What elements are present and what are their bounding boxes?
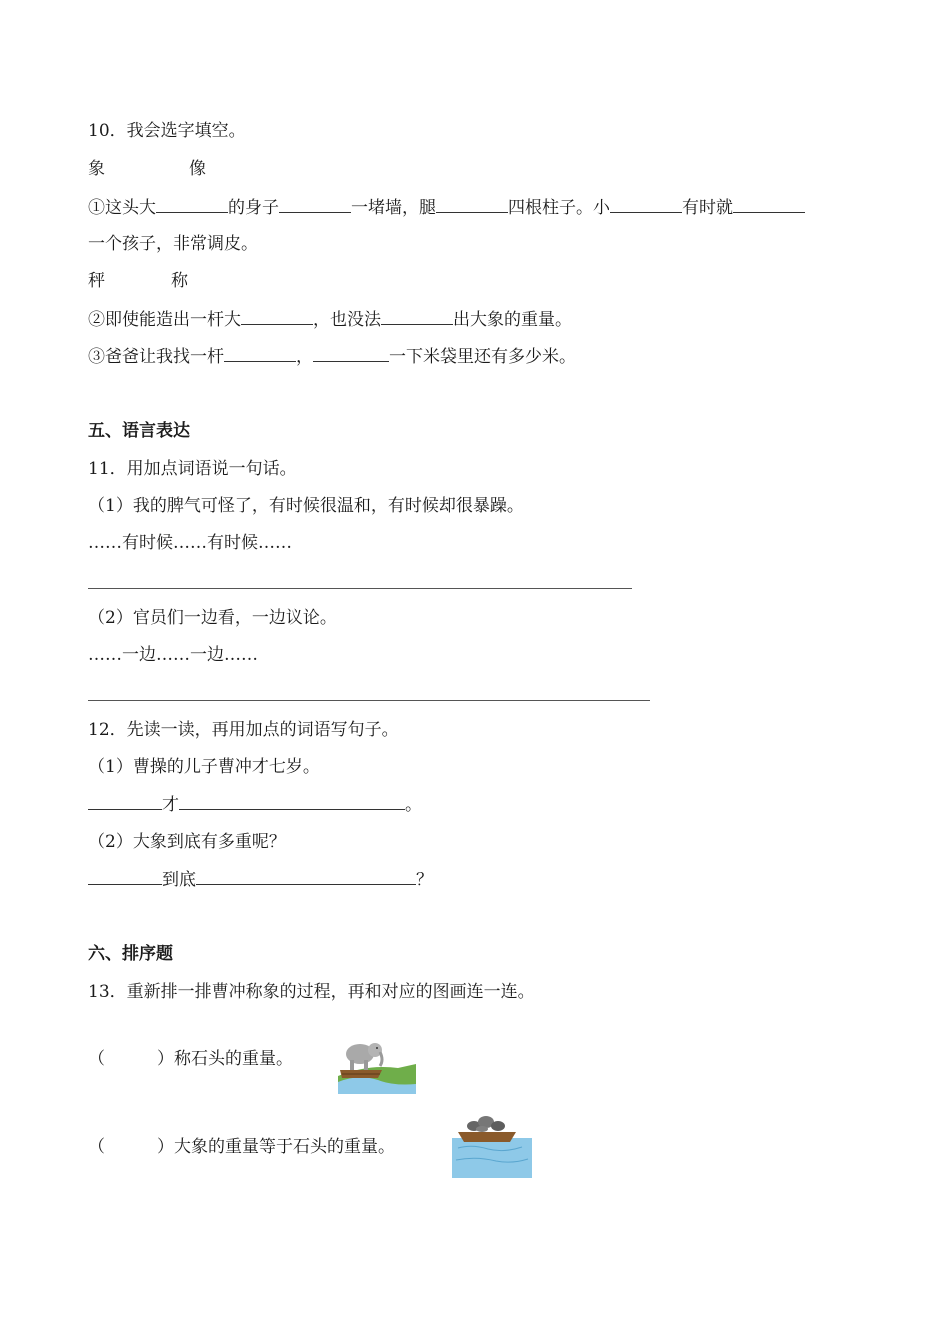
q13-title: 13．重新排一排曹冲称象的过程，再和对应的图画连一连。 (88, 982, 535, 1002)
q10-title: 10．我会选字填空。 (88, 121, 246, 141)
answer-blank[interactable] (196, 868, 416, 885)
answer-blank[interactable] (610, 196, 682, 213)
answer-blank[interactable] (733, 196, 805, 213)
q12-part1: （1）曹操的儿子曹冲才七岁。 (88, 757, 320, 777)
answer-blank[interactable] (436, 196, 508, 213)
q11-pattern2: ……一边……一边…… (88, 645, 258, 665)
answer-blank[interactable] (279, 196, 351, 213)
q10-sentence-3: ③爸爸让我找一杆 ， 一下米袋里还有多少米。 (88, 347, 576, 367)
answer-blank[interactable] (313, 345, 389, 362)
q13-item-2: （ ）大象的重量等于石头的重量。 (88, 1137, 395, 1157)
q11-pattern1: ……有时候……有时候…… (88, 533, 292, 553)
elephant-boat-picture[interactable] (338, 1034, 416, 1094)
answer-blank[interactable] (241, 308, 313, 325)
answer-blank[interactable] (179, 793, 405, 810)
answer-blank[interactable] (88, 868, 162, 885)
q11-part1: （1）我的脾气可怪了，有时候很温和，有时候却很暴躁。 (88, 496, 524, 516)
q13-item-1: （ ）称石头的重量。 (88, 1049, 293, 1069)
q11-part2: （2）官员们一边看，一边议论。 (88, 608, 337, 628)
char-option: 象 (88, 159, 105, 179)
q10-sentence-2: ②即使能造出一杆大 ，也没法 出大象的重量。 (88, 310, 572, 330)
answer-blank[interactable] (88, 793, 162, 810)
q10-sentence-1: ①这头大 的身子 一堵墙，腿 四根柱子。小 有时就 (88, 196, 805, 219)
answer-blank[interactable] (224, 345, 296, 362)
q12-fill2: 到底 ？ (88, 868, 433, 891)
char-pair-2 (88, 270, 188, 292)
q12-fill1: 才 。 (88, 793, 422, 816)
q12-title: 12．先读一读，再用加点的词语写句子。 (88, 720, 399, 740)
answer-blank[interactable] (381, 308, 453, 325)
q10-sentence-1-cont: 一个孩子，非常调皮。 (88, 234, 258, 254)
q12-part2: （2）大象到底有多重呢？ (88, 832, 286, 852)
char-option: 称 (171, 271, 188, 291)
answer-blank[interactable] (156, 196, 228, 213)
section-title: 五、语言表达 (88, 421, 190, 441)
stone-boat-picture[interactable] (452, 1112, 532, 1178)
q11-title: 11．用加点词语说一句话。 (88, 459, 297, 479)
answer-line[interactable] (88, 700, 650, 701)
char-option: 秤 (88, 271, 105, 291)
section-title: 六、排序题 (88, 944, 173, 964)
answer-line[interactable] (88, 588, 632, 589)
char-pair-1 (88, 158, 206, 180)
char-option: 像 (189, 159, 206, 179)
